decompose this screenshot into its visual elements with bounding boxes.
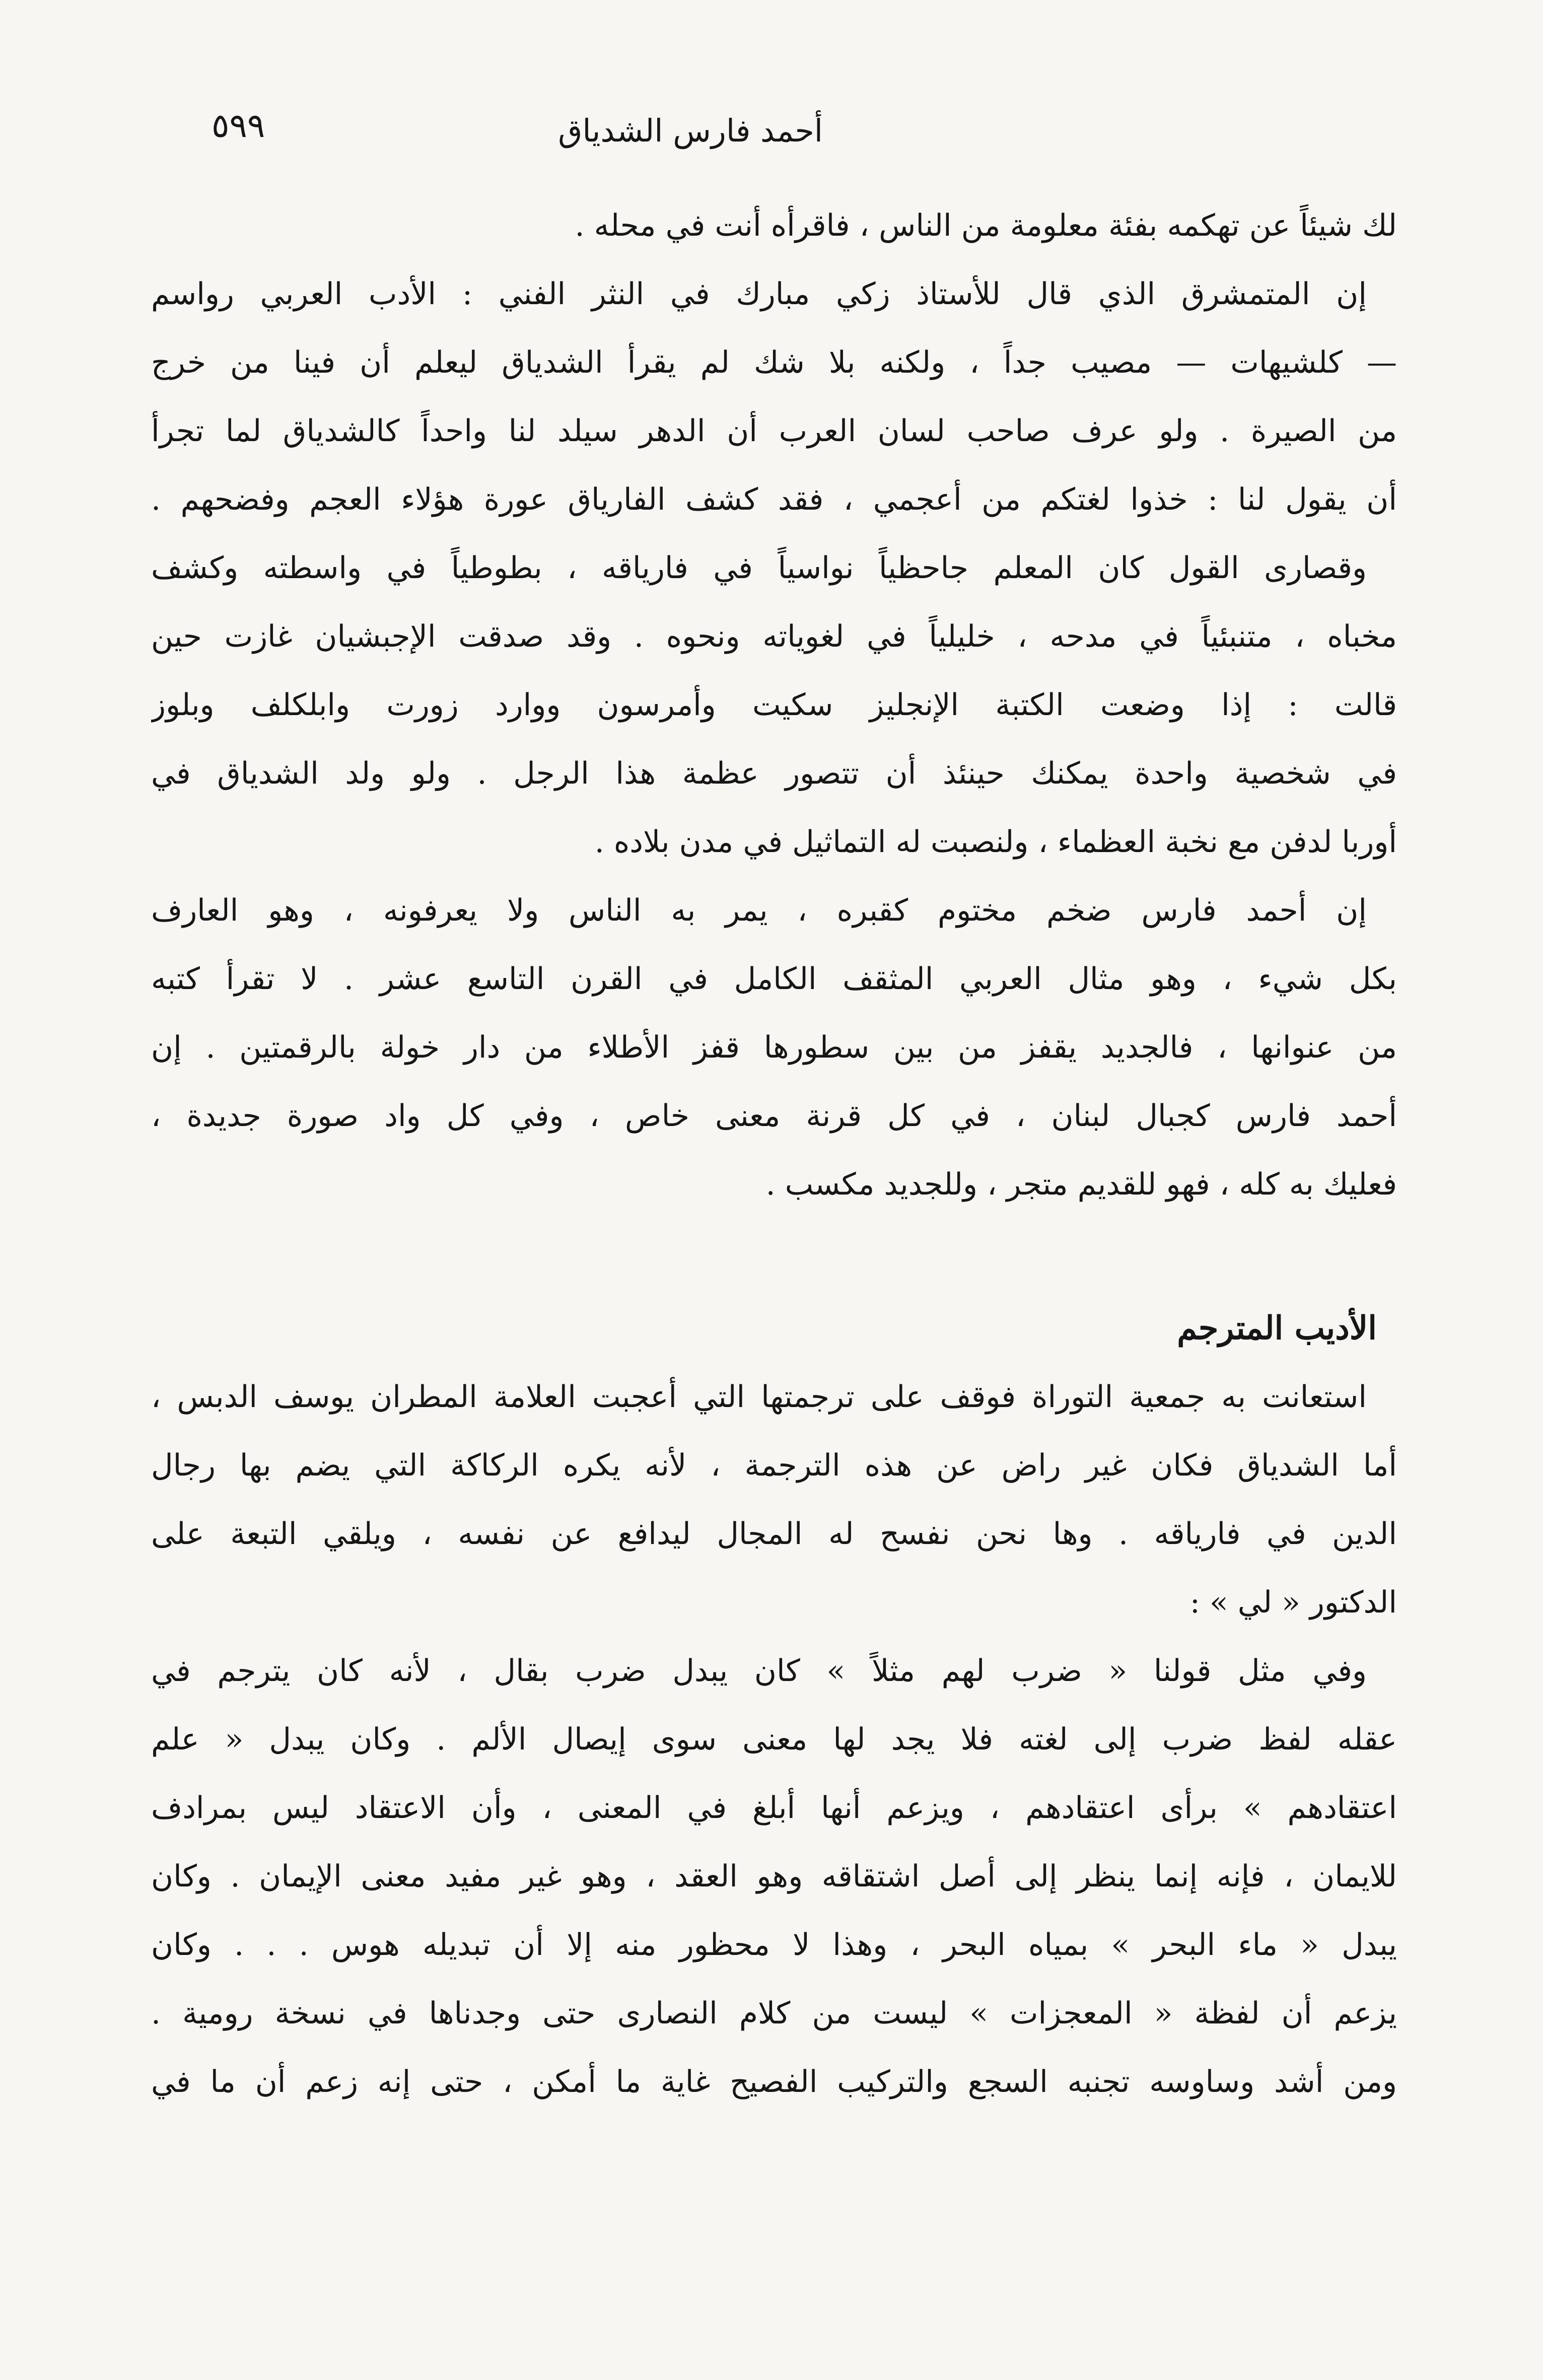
text-line: يزعم أن لفظة « المعجزات » ليست من كلام النصارى حتى وجدناها في نسخة رومية . (151, 1996, 1397, 2031)
text-line: من عنوانها ، فالجديد يقفز من بين سطورها قفز الأطلاء من دار خولة بالرقمتين . إن (151, 1030, 1397, 1065)
page-header (151, 101, 1392, 156)
text-line: وفي مثل قولنا « ضرب لهم مثلاً » كان يبدل ضرب بقال ، لأنه كان يترجم في (151, 1653, 1367, 1689)
text-line: — كلشيهات — مصيب جداً ، ولكنه بلا شك لم يقرأ الشدياق ليعلم أن فينا من خرج (151, 345, 1397, 380)
text-line: ومن أشد وساوسه تجنبه السجع والتركيب الفصيح غاية ما أمكن ، حتى إنه زعم أن ما في (151, 2064, 1397, 2099)
section-translator (151, 1363, 1397, 2116)
text-line: لك شيئاً عن تهكمه بفئة معلومة من الناس ، فاقرأه أنت في محله . (575, 208, 1397, 243)
text-line: الدكتور « لي » : (1189, 1585, 1397, 1620)
text-line: أوربا لدفن مع نخبة العظماء ، ولنصبت له التماثيل في مدن بلاده . (594, 824, 1397, 860)
text-line: عقله لفظ ضرب إلى لغته فلا يجد لها معنى سوى إيصال الألم . وكان يبدل « علم (151, 1722, 1397, 1757)
text-line: قالت : إذا وضعت الكتبة الإنجليز سكيت وأمرسون ووارد زورت وابلكلف وبلوز (151, 687, 1397, 723)
running-title: أحمد فارس الشدياق (558, 112, 823, 149)
text-line: فعليك به كله ، فهو للقديم متجر ، وللجديد مكسب . (765, 1167, 1397, 1202)
text-line: بكل شيء ، وهو مثال العربي المثقف الكامل في القرن التاسع عشر . لا تقرأ كتبه (151, 961, 1397, 997)
text-line: يبدل « ماء البحر » بمياه البحر ، وهذا لا محظور منه إلا أن تبديله هوس . . . وكان (151, 1927, 1397, 1963)
text-line: للايمان ، فإنه إنما ينظر إلى أصل اشتقاقه وهو العقد ، وهو غير مفيد معنى الإيمان . وكان (151, 1859, 1397, 1894)
text-line: أن يقول لنا : خذوا لغتكم من أعجمي ، فقد كشف الفارياق عورة هؤلاء العجم وفضحهم . (151, 482, 1397, 517)
text-line: مخباه ، متنبئياً في مدحه ، خليلياً في لغوياته ونحوه . وقد صدقت الإجبشيان غازت حين (151, 619, 1397, 654)
section-shidyaq-praise (151, 191, 1397, 1219)
section-gap (151, 1219, 1397, 1294)
text-line: إن المتمشرق الذي قال للأستاذ زكي مبارك في النثر الفني : الأدب العربي رواسم (151, 276, 1367, 312)
text-line: أما الشدياق فكان غير راض عن هذه الترجمة ، لأنه يكره الركاكة التي يضم بها رجال (151, 1448, 1397, 1483)
section-heading: الأديب المترجم (1177, 1309, 1377, 1347)
text-line: إن أحمد فارس ضخم مختوم كقبره ، يمر به الناس ولا يعرفونه ، وهو العارف (151, 893, 1367, 928)
text-line: استعانت به جمعية التوراة فوقف على ترجمتها التي أعجبت العلامة المطران يوسف الدبس ، (151, 1379, 1367, 1415)
text-line: الدين في فارياقه . وها نحن نفسح له المجال ليدافع عن نفسه ، ويلقي التبعة على (151, 1516, 1397, 1552)
text-line: في شخصية واحدة يمكنك حينئذ أن تتصور عظمة هذا الرجل . ولو ولد الشدياق في (151, 756, 1397, 791)
text-line: أحمد فارس كجبال لبنان ، في كل قرنة معنى خاص ، وفي كل واد صورة جديدة ، (151, 1098, 1397, 1134)
page-number: ٥٩٩ (212, 106, 265, 145)
text-line: اعتقادهم » برأى اعتقادهم ، ويزعم أنها أبلغ في المعنى ، وأن الاعتقاد ليس بمرادف (151, 1790, 1397, 1826)
text-line: وقصارى القول كان المعلم جاحظياً نواسياً في فارياقه ، بطوطياً في واسطته وكشف (151, 550, 1367, 586)
text-line: من الصيرة . ولو عرف صاحب لسان العرب أن الدهر سيلد لنا واحداً كالشدياق لما تجرأ (151, 413, 1397, 449)
page-body (151, 191, 1397, 2116)
